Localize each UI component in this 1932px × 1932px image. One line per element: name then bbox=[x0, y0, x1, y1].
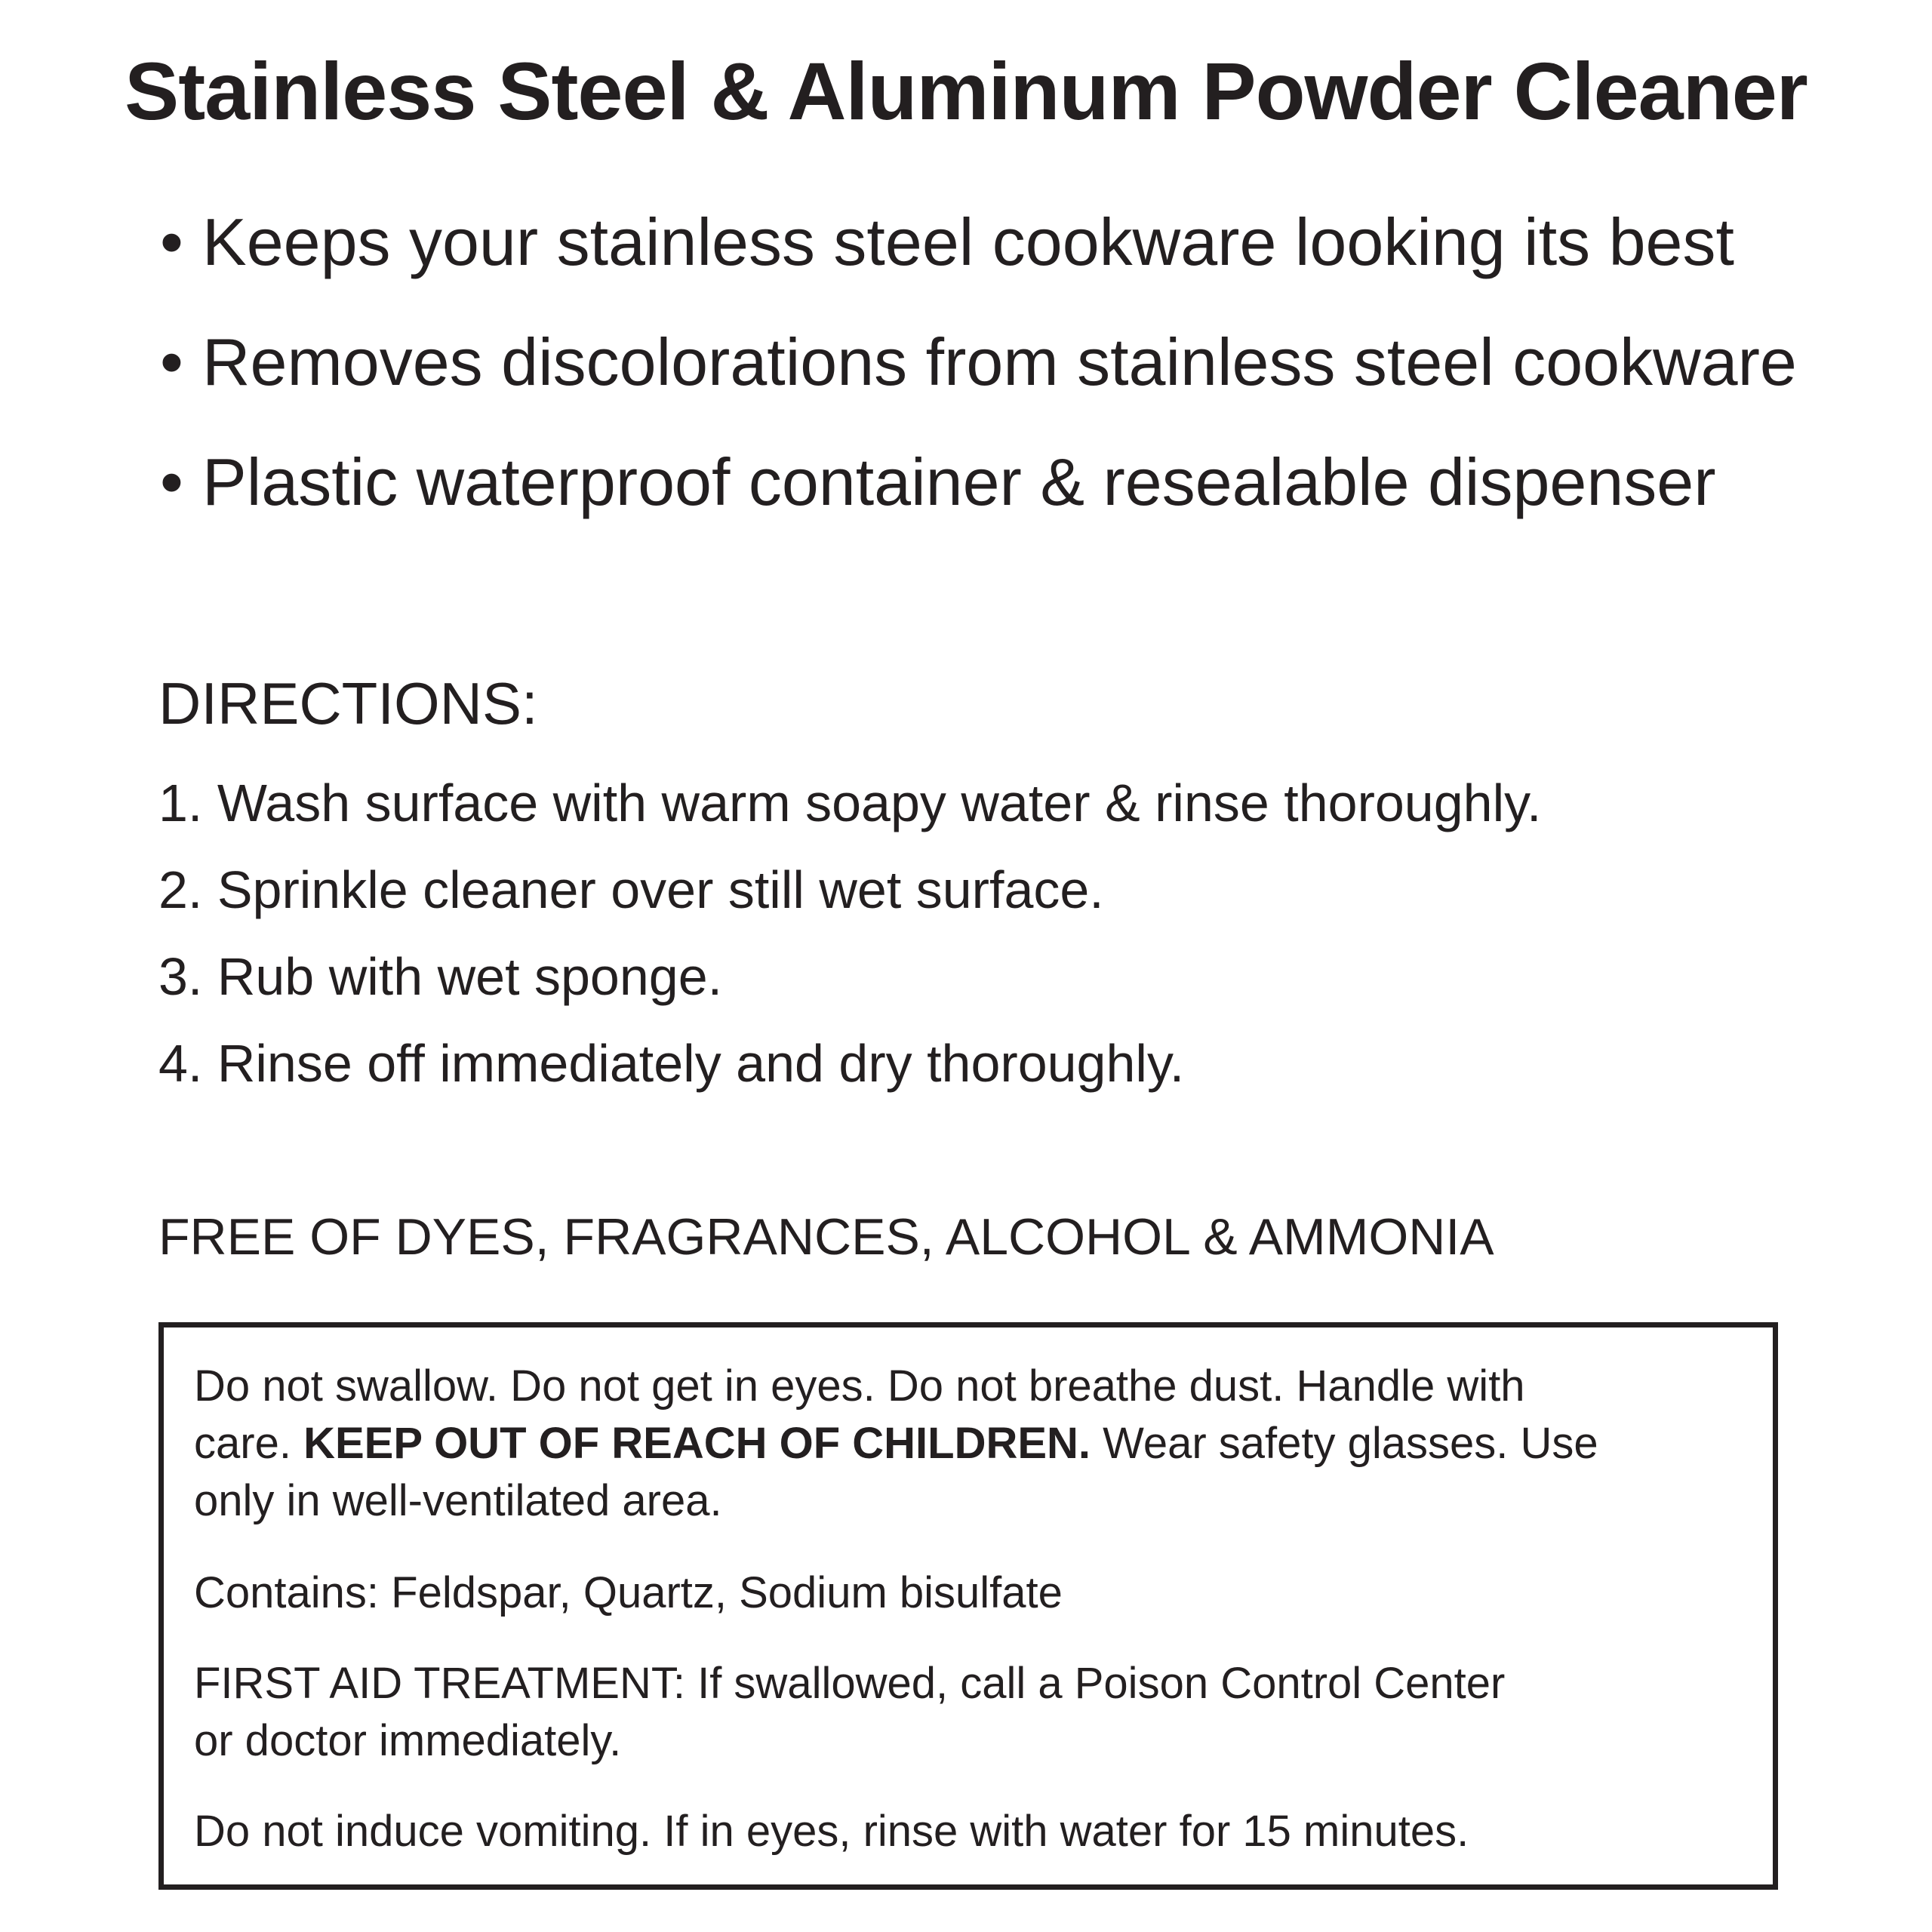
contains-ingredients: Contains: Feldspar, Quartz, Sodium bisulfate bbox=[194, 1568, 1063, 1617]
caution-line bbox=[194, 1415, 1598, 1472]
feature-text: Keeps your stainless steel cookware looking its best bbox=[202, 205, 1734, 279]
direction-step: 3. Rub with wet sponge. bbox=[158, 947, 723, 1006]
directions-heading: DIRECTIONS: bbox=[158, 670, 538, 737]
feature-item bbox=[160, 204, 1797, 324]
vomiting-instruction: Do not induce vomiting. If in eyes, rinse with water for 15 minutes. bbox=[194, 1807, 1469, 1856]
warning-box bbox=[158, 1322, 1778, 1890]
feature-item bbox=[160, 444, 1797, 564]
caution-line: Do not swallow. Do not get in eyes. Do not breathe dust. Handle with bbox=[194, 1361, 1525, 1411]
bullet-icon: • bbox=[160, 325, 183, 399]
direction-step: 1. Wash surface with warm soapy water & rinse thoroughly. bbox=[158, 774, 1542, 832]
bullet-icon: • bbox=[160, 205, 183, 279]
first-aid-paragraph bbox=[194, 1655, 1505, 1770]
directions-list bbox=[158, 773, 1541, 1120]
first-aid-line: or doctor immediately. bbox=[194, 1716, 622, 1765]
caution-line: only in well-ventilated area. bbox=[194, 1476, 722, 1525]
bullet-icon: • bbox=[160, 445, 183, 519]
direction-step: 2. Sprinkle cleaner over still wet surface. bbox=[158, 860, 1104, 919]
product-title: Stainless Steel & Aluminum Powder Cleaner bbox=[125, 45, 1807, 137]
first-aid-line: FIRST AID TREATMENT: If swallowed, call a Poison Control Center bbox=[194, 1659, 1506, 1708]
feature-text: Plastic waterproof container & resealable dispenser bbox=[202, 445, 1716, 519]
feature-text: Removes discolorations from stainless steel cookware bbox=[202, 325, 1797, 399]
caution-paragraph bbox=[194, 1358, 1598, 1530]
feature-item bbox=[160, 324, 1797, 444]
caution-text: care. bbox=[194, 1419, 304, 1468]
free-of-statement: FREE OF DYES, FRAGRANCES, ALCOHOL & AMMONIA bbox=[158, 1208, 1494, 1266]
direction-step: 4. Rinse off immediately and dry thoroughly. bbox=[158, 1034, 1185, 1093]
caution-text: Wear safety glasses. Use bbox=[1091, 1419, 1598, 1468]
keep-out-of-reach-warning: KEEP OUT OF REACH OF CHILDREN. bbox=[303, 1419, 1091, 1468]
feature-list bbox=[160, 204, 1797, 564]
